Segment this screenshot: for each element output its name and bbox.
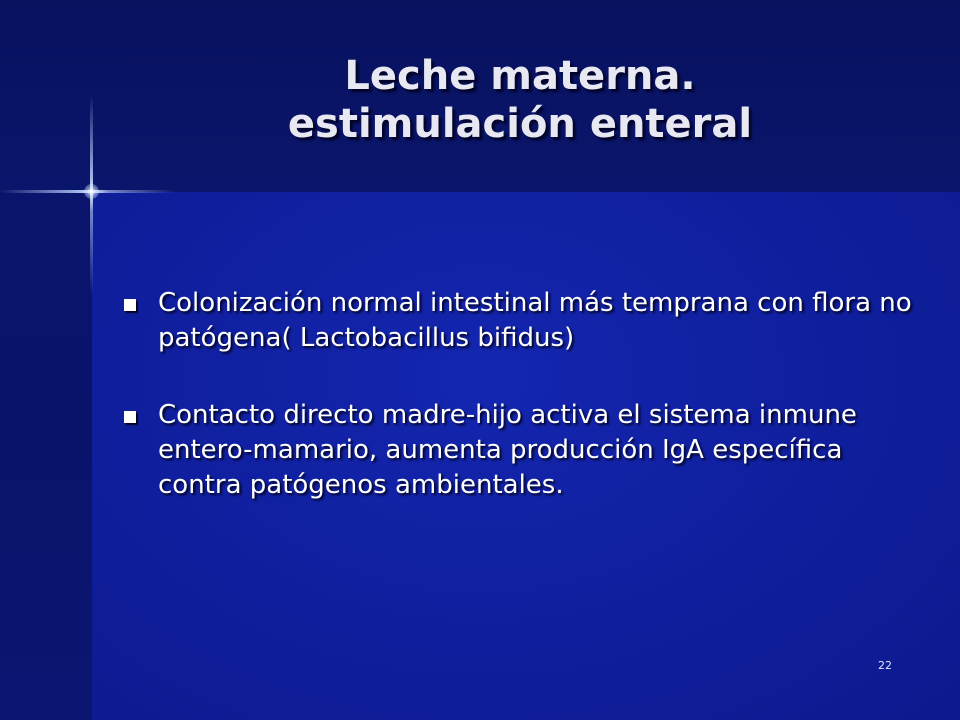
slide-number: 22	[878, 659, 892, 672]
bullet-item	[120, 398, 920, 503]
bullet-item	[120, 286, 920, 356]
bullet-text: Colonización normal intestinal más temprana con flora no patógena( Lactobacillus bifidus)	[158, 288, 912, 353]
square-bullet-icon	[124, 411, 136, 423]
bullet-list	[120, 286, 920, 545]
square-bullet-icon	[124, 299, 136, 311]
slide-title	[180, 52, 860, 148]
sparkle-star-icon	[84, 184, 99, 199]
slide-title-line-2: estimulación enteral	[287, 101, 753, 147]
bullet-text: Contacto directo madre-hijo activa el sistema inmune entero-mamario, aumenta producción IgA específica contra patógenos ambientales.	[158, 400, 857, 500]
slide-title-line-1: Leche materna.	[344, 53, 696, 99]
